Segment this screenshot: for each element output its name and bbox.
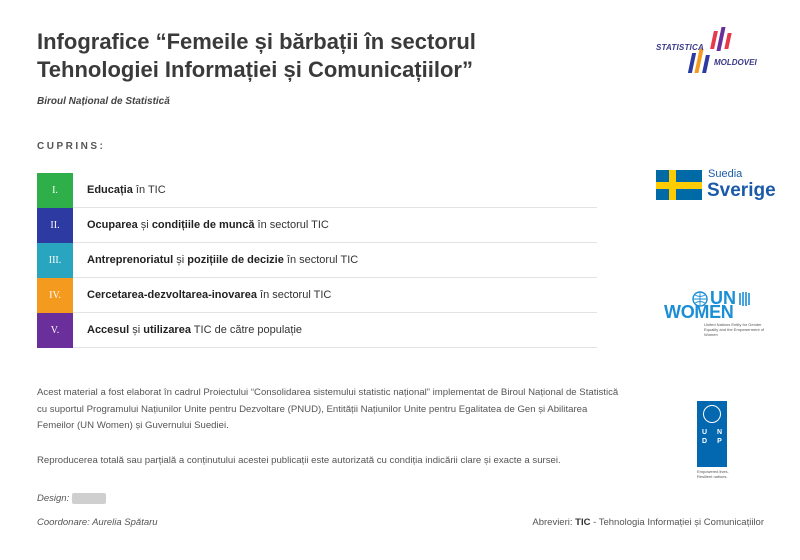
section-title: [87, 289, 331, 301]
undp-logo: [697, 401, 727, 467]
section-title: [87, 324, 302, 336]
title-line-2: Tehnologiei Informației și Comunicațiilor”: [37, 57, 473, 82]
section-title-part: în sectorul TIC: [256, 289, 332, 301]
acknowledgement-paragraph: Acest material a fost elaborat în cadrul Proiectului “Consolidarea sistemului statistic național” implementat de Biroul Național de Statistică cu suportul Programului Națiunilor Unite pentru Dezvoltare (PNUD), Entității Națiunilor Unite pentru Egalitatea de Gen și Abilitarea Femeilor (UN Women) și Guvernului Suediei.: [37, 387, 619, 431]
undp-letter: D: [701, 438, 708, 445]
designer-logo: [72, 493, 106, 504]
table-of-contents: [37, 173, 597, 348]
un-women-tagline: United Nations Entity for Gender Equality and the Empowerment of Women: [704, 322, 765, 337]
design-credit: [37, 493, 106, 504]
title-line-1: Infografice “Femeile și bărbații în sectorul: [37, 29, 476, 54]
abbrev-term: TIC: [575, 517, 591, 528]
section-number-badge: III.: [37, 243, 73, 278]
section-title: [87, 184, 166, 196]
sweden-label-sv: Sverige: [707, 180, 776, 201]
wreath-icon: [738, 291, 752, 307]
contents-item[interactable]: [37, 243, 597, 278]
section-title: [87, 254, 358, 266]
section-title-part: pozițiile de decizie: [187, 254, 284, 266]
reproduction-notice: Reproducerea totală sau parțială a conținutului acestei publicații este autorizată cu condiția indicării clare și exacte a sursei.: [37, 455, 561, 466]
section-number-badge: V.: [37, 313, 73, 348]
section-title-part: condițiile de muncă: [151, 219, 255, 231]
contents-item[interactable]: [37, 313, 597, 348]
logo-text-statistica: STATISTICA: [656, 43, 704, 52]
section-title-part: utilizarea: [143, 324, 191, 336]
section-title-part: și: [173, 254, 188, 266]
un-emblem-icon: [703, 405, 721, 423]
section-number-badge: I.: [37, 173, 73, 208]
undp-letter: N: [716, 429, 723, 436]
abbreviations: [532, 517, 764, 528]
un-women-logo: [664, 288, 774, 344]
section-title-part: Educația: [87, 184, 133, 196]
contents-item[interactable]: [37, 208, 597, 243]
logo-text-moldovei: MOLDOVEI: [714, 58, 757, 67]
section-title-part: Cercetarea-dezvoltarea-inovarea: [87, 289, 257, 301]
coordination-credit: Coordonare: Aurelia Spătaru: [37, 517, 158, 528]
section-title-part: Ocuparea: [87, 219, 138, 231]
section-title-part: TIC de către populație: [190, 324, 303, 336]
contents-item[interactable]: [37, 173, 597, 208]
swedish-flag-icon: [656, 170, 702, 200]
undp-letter: U: [701, 429, 708, 436]
section-number-badge: II.: [37, 208, 73, 243]
sweden-logo: [656, 168, 776, 208]
section-title-part: și: [137, 219, 152, 231]
design-label: Design:: [37, 493, 70, 504]
section-title-part: Antreprenoriatul: [87, 254, 174, 266]
un-women-text-un: UN: [710, 288, 736, 308]
contents-heading: CUPRINS:: [37, 141, 106, 152]
page-title: [37, 28, 597, 84]
publisher-name: Biroul Național de Statistică: [37, 96, 170, 107]
sweden-label-ro: Suedia: [708, 168, 743, 180]
logo-bar: [724, 33, 731, 49]
section-title-part: și: [129, 324, 144, 336]
section-title-part: în sectorul TIC: [283, 254, 359, 266]
section-title-part: Accesul: [87, 324, 130, 336]
logo-bar: [702, 55, 710, 73]
undp-tagline: Empowered lives. Resilient nations.: [697, 469, 729, 479]
section-title-part: în sectorul TIC: [254, 219, 329, 231]
un-women-text-women: WOMEN: [664, 302, 734, 322]
section-title-part: în TIC: [132, 184, 166, 196]
section-title: [87, 219, 329, 231]
abbrev-label: Abrevieri:: [532, 517, 576, 528]
contents-item[interactable]: [37, 278, 597, 313]
section-number-badge: IV.: [37, 278, 73, 313]
abbrev-definition: - Tehnologia Informației și Comunicațiilor: [590, 517, 764, 528]
statistica-moldovei-logo: [656, 27, 772, 79]
undp-letter: P: [717, 438, 722, 445]
